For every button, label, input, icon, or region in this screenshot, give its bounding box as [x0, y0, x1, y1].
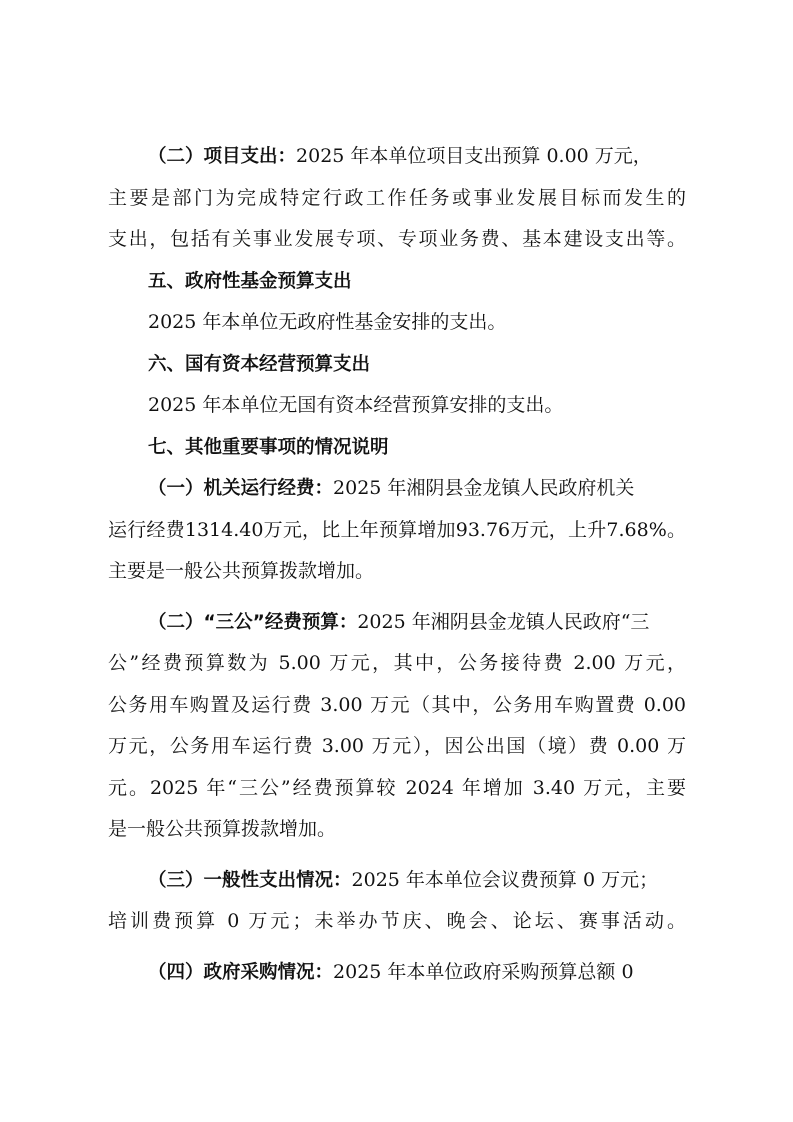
paragraph-gap	[108, 851, 686, 860]
procurement-line-1	[108, 952, 686, 994]
three-public-line-1	[108, 602, 686, 644]
project-expense-line-3: 支出，包括有关事业发展专项、专项业务费、基本建设支出等。	[108, 228, 686, 250]
section-5-text: 2025 年本单位无政府性基金安排的支出。	[148, 311, 507, 333]
project-expense-text-1: 2025 年本单位项目支出预算 0.00 万元，	[296, 145, 652, 167]
operating-funds-line-2: 运行经费1314.40万元，比上年预算增加93.76万元，上升7.68%。	[108, 518, 686, 541]
project-expense-line-2: 主要是部门为完成特定行政工作任务或事业发展目标而发生的	[108, 186, 686, 209]
paragraph-gap	[108, 593, 686, 602]
document-body	[108, 136, 686, 993]
operating-funds-text-1: 2025 年湘阴县金龙镇人民政府机关	[333, 477, 635, 499]
paragraph-gap	[108, 943, 686, 952]
three-public-label: （二）“三公”经费预算：	[148, 611, 358, 633]
operating-funds-label: （一）机关运行经费：	[148, 478, 334, 499]
general-expense-line-1	[108, 860, 686, 902]
three-public-line-4: 万元，公务用车运行费 3.00 万元），因公出国（境）费 0.00 万	[108, 735, 686, 757]
operating-funds-line-1	[108, 468, 686, 510]
section-7-heading: 七、其他重要事项的情况说明	[148, 436, 389, 458]
three-public-line-2: 公”经费预算数为 5.00 万元，其中，公务接待费 2.00 万元，	[108, 652, 686, 674]
three-public-line-3: 公务用车购置及运行费 3.00 万元（其中，公务用车购置费 0.00	[108, 693, 686, 716]
general-expense-label: （三）一般性支出情况：	[148, 869, 352, 891]
section-6-heading: 六、国有资本经营预算支出	[148, 353, 371, 375]
section-6-text: 2025 年本单位无国有资本经营预算安排的支出。	[148, 394, 564, 416]
section-5-heading: 五、政府性基金预算支出	[148, 270, 352, 292]
procurement-text-1: 2025 年本单位政府采购预算总额 0	[333, 960, 634, 983]
general-expense-text-1: 2025 年本单位会议费预算 0 万元；	[351, 868, 659, 891]
project-expense-line-1	[108, 136, 686, 178]
project-expense-label: （二）项目支出：	[148, 146, 297, 167]
general-expense-line-2: 培训费预算 0 万元；未举办节庆、晚会、论坛、赛事活动。	[108, 910, 686, 932]
three-public-line-6: 是一般公共预算拨款增加。	[108, 818, 337, 840]
operating-funds-line-3: 主要是一般公共预算拨款增加。	[108, 560, 375, 582]
procurement-label: （四）政府采购情况：	[148, 961, 334, 983]
three-public-text-1: 2025 年湘阴县金龙镇人民政府“三	[357, 610, 650, 633]
three-public-line-5: 元。2025 年“三公”经费预算较 2024 年增加 3.40 万元，主要	[108, 776, 686, 799]
